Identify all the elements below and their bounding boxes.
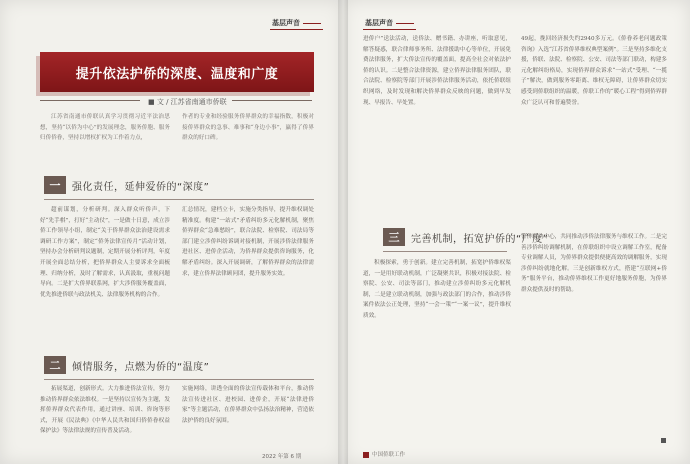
section-1-rule	[44, 199, 314, 200]
article-end-mark	[661, 428, 666, 447]
section-2-rule	[44, 379, 314, 380]
section-1-col-2: 汇总情况，建档立卡，实施分类指导，提升维权调处精准度。构建“一站式”矛盾纠纷多元化解机制，聚焦侨界群众“急难愁盼”，联合法院、检察院、司法局等部门建立涉侨纠纷诉调对接机制，开展涉侨法律服务进社区、进侨企活动，为侨界群众提供咨询服务，化解矛盾纠纷。深入开展调研，了解侨界群众的法律需求，建立侨界法律顾问团，提升服务实效。	[182, 207, 314, 277]
byline: ■ 文 / 江苏省南通市侨联	[148, 98, 227, 106]
intro-col-2: 作者的专业和经验服务侨界群众的幸福指数，积极对接侨界群众的急事、难事和“身边小事”，赢得了侨界群众的好口碑。	[182, 114, 314, 142]
section-1-title: 强化责任，延伸爱侨的“深度”	[72, 181, 210, 193]
right-page-footer: 中国侨联工作	[363, 450, 405, 458]
section-2-number: 二	[44, 356, 66, 374]
left-page	[0, 0, 344, 464]
section-2-title: 倾情服务，点燃为侨的“温度”	[72, 361, 210, 373]
section-2-col-2: 实施网络，讲透全面的侨法宣传载体和平台，推动侨法宣传进社区、进校园、进侨企，开展“法律进侨家”等主题活动，在侨界群众中弘扬法治精神，营造依法护侨的良好氛围。	[182, 386, 314, 424]
section-1-number: 一	[44, 176, 66, 194]
top-col-2: 49起，挽回经济损失约2940多万元。《侨眷养老问题政策咨询》入选“江苏省侨界维权典型案例”。三是坚持多维化支援，侨联、法院、检察院、公安、司法等部门联动，构建多元化解纠纷格局，实现侨界群众诉求“一站式”受理、“一揽子”解决，做到服务零距离、维权无障碍，让侨界群众切实感受到侨联组织的温暖，侨联工作的“暖心工程”得到侨界群众广泛认可和普遍赞誉。	[521, 36, 667, 106]
footer-square-icon	[363, 452, 369, 458]
section-3-col-1: 积极探索，勇于创新。建立完善机制，拓宽护侨维权渠道，一是用好联动机制，广泛凝聚共识，积极对接法院、检察院、公安、司法等部门，推动建立涉侨纠纷多元化解机制，二是建立联动机制，加强与政法部门的合作，推动涉侨案件依法公正处理，坚持“一会一策”“一案一议”，提升维权质效。	[363, 260, 511, 319]
byline-rule-right	[232, 100, 312, 101]
section-1-col-1: 超前谋划，分析研判。深入群众听侨声，下好“先手棋”，打好“主动仗”，一是做十日意，成立涉侨工作领导小组，制定“关于侨界群众法治建设需求调研工作方案”，制定“侨务法律宣传月”活动计划，坚持办会分析研判议题制，定期开展分析评判，年度开展全面总结分析，把侨界群众人主要诉求全面梳理、归纳分析，及时了解需求，认真汲取，重视问题导向。二是扩大侨界联系网，扩大涉侨服务覆盖面，优先推进侨联与政法机关、法律服务机构的合作。	[40, 207, 170, 298]
intro-col-1: 江苏省南通市侨联认真学习贯彻习近平法治思想，坚持“以侨为中心”的发展理念，服务侨胞、服务归侨侨眷，坚持以增权扩权为工作着力点，	[40, 114, 170, 142]
top-col-1: 进侨户”送法活动，送侨法、赠书籍、办讲座，听取意见，解答疑惑，联合律师事务所、法律援助中心等单位，开展免费法律服务，扩大侨法宣传的覆盖面，提高全社会对依法护侨的认识。二是整合法律资源，建立侨界法律服务团队，联合法院、检察院等部门开展涉侨法律服务活动，依托侨联组织网络，及时发现和解决侨界群众反映的问题，做到早发现、早报告、早处置。	[363, 36, 511, 106]
column-tag-left: 基层声音	[270, 18, 323, 30]
left-page-footer: 2022 年第 6 期	[262, 454, 302, 460]
section-1-heading	[44, 176, 209, 194]
section-3-rule	[383, 251, 507, 252]
section-3-number: 三	[383, 228, 405, 246]
right-page	[343, 0, 690, 464]
byline-rule-left	[40, 100, 140, 101]
section-2-heading	[44, 356, 209, 374]
column-tag-right: 基层声音	[363, 18, 416, 30]
section-2-col-1: 拓展渠道，创新形式。大力推进侨法宣传，努力推动侨界群众依法维权。一是坚持以宣传为主题，发挥侨界群众代表作用，通过讲座、培训、咨询等形式，开展《民法典》《中华人民共和国归侨侨眷权益保护法》等法律法规的宣传普及活动。	[40, 386, 170, 435]
section-3-col-2: 警侨联动中心，共同推动涉侨法律服务与维权工作。二是完善涉侨纠纷调解机制，在侨联组织中设立调解工作室，配备专业调解人员，为侨界群众提供便捷高效的调解服务，实现涉侨纠纷就地化解。三是创新维权方式，搭建“互联网+侨务”服务平台，推动侨界维权工作更好地服务侨胞，为侨界群众提供及时的帮助。	[521, 234, 667, 293]
article-title: 提升依法护侨的深度、温度和广度	[40, 52, 314, 92]
section-3-title: 完善机制，拓宽护侨的“广度”	[411, 233, 549, 245]
book-gutter	[338, 0, 348, 464]
